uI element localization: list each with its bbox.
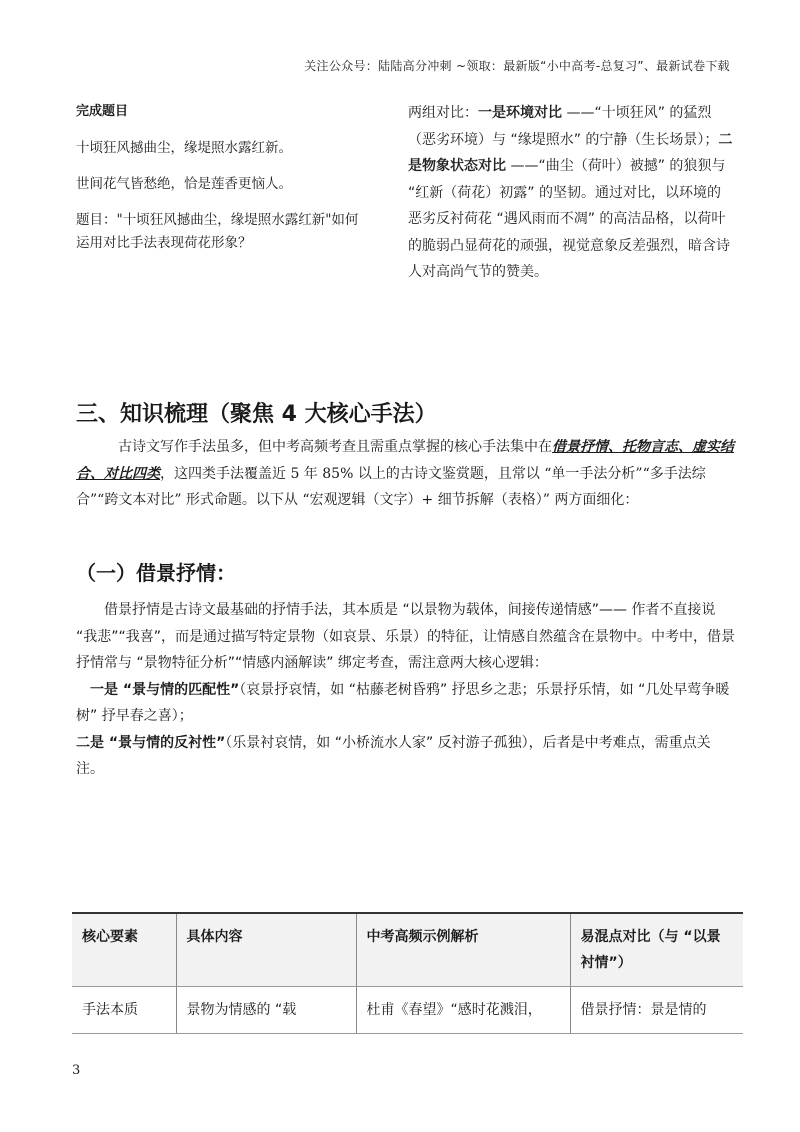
answer-text: ——“曲尘（荷叶）被撼” 的狼狈与 “红新（荷花）初露” 的坚韧。通过对比，以环境的恶劣反衬荷花 “遇风雨而不凋” 的高洁品格，以荷叶的脆弱凸显荷花的顽强，视觉意象反差强烈，暗含诗人对高尚气节的赞美。	[408, 158, 730, 280]
body-text	[76, 597, 736, 783]
table-cell: 杜甫《春望》“感时花溅泪，	[356, 987, 570, 1034]
answer-bold-2: 二是物象状态对比	[408, 131, 733, 174]
page-number: 3	[72, 1063, 81, 1078]
point-2-title: 二是 “景与情的反衬性”	[76, 734, 226, 751]
point-1-title: 一是 “景与情的匹配性”	[90, 681, 240, 698]
exercise-block	[76, 100, 366, 268]
body-paragraph: 借景抒情是古诗文最基础的抒情手法，其本质是 “以景物为载体，间接传递情感”—— 作者不直接说 “我悲”“我喜”，而是通过描写特定景物（如哀景、乐景）的特征，让情感自然蕴含在景物中。中考中，借景抒情常与 “景物特征分析”“情感内涵解读” 绑定考查，需注意两大核心逻辑：	[76, 602, 736, 671]
poem-line-1: 十顷狂风撼曲尘，缘堤照水露红新。	[76, 140, 292, 156]
intro-emphasis: 借景抒情、托物言志、虚实结合、对比四类	[76, 439, 734, 482]
table-header: 具体内容	[176, 913, 356, 987]
table-header: 中考高频示例解析	[356, 913, 570, 987]
table-header: 核心要素	[72, 913, 176, 987]
point-1-text: （哀景抒哀情，如 “枯藤老树昏鸦” 抒思乡之悲；乐景抒乐情，如 “几处早莺争暖树” 抒早春之喜）；	[76, 681, 730, 724]
table-cell: 借景抒情：景是情的	[570, 987, 743, 1034]
exercise-question: 题目："十顷狂风撼曲尘，缘堤照水露红新"如何运用对比手法表现荷花形象？	[76, 212, 359, 251]
point-2-text: （乐景衬哀情，如 “小桥流水人家” 反衬游子孤独），后者是中考难点，需重点关注。	[76, 734, 711, 777]
intro-text: 古诗文写作手法虽多，但中考高频考查且需重点掌握的核心手法集中在	[118, 439, 552, 455]
table-cell: 景物为情感的 “载	[176, 987, 356, 1034]
section-title: 三、知识梳理（聚焦 4 大核心手法）	[76, 402, 437, 427]
subsection-title: （一）借景抒情：	[76, 561, 236, 585]
table-header: 易混点对比（与 “以景衬情”）	[570, 913, 743, 987]
answer-text: 两组对比：	[408, 105, 478, 121]
answer-text: ——“十顷狂风” 的猛烈（恶劣环境）与 “缘堤照水” 的宁静（生长场景）；	[408, 105, 719, 148]
table-cell: 手法本质	[72, 987, 176, 1034]
intro-paragraph	[76, 434, 736, 514]
technique-table	[72, 912, 743, 1034]
poem-line-2: 世间花气皆愁绝，恰是莲香更恼人。	[76, 176, 292, 192]
exercise-heading: 完成题目	[76, 104, 129, 119]
intro-text: ，这四类手法覆盖近 5 年 85% 以上的古诗文鉴赏题，且常以 “单一手法分析”“多手法综合”“跨文本对比” 形式命题。以下从 “宏观逻辑（文字）+ 细节拆解（表格）” 两方面细化：	[76, 465, 706, 508]
page-header: 关注公众号：陆陆高分冲刺 ~领取：最新版“小中高考-总复习”、最新试卷下载	[304, 59, 730, 73]
answer-bold-1: 一是环境对比	[478, 105, 562, 121]
table-row	[72, 987, 743, 1034]
answer-block	[408, 100, 734, 286]
